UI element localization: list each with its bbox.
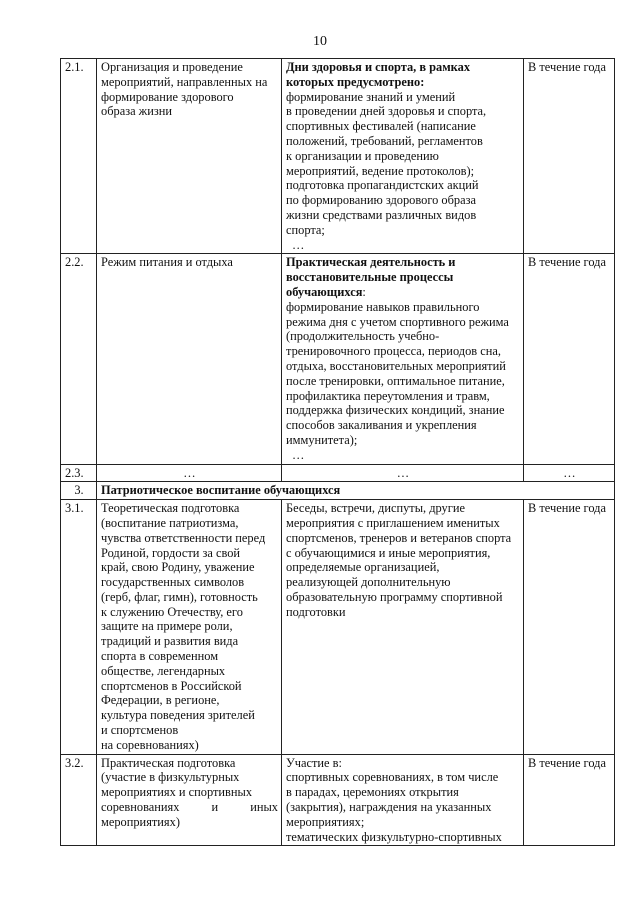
term-cell: В течение года: [524, 500, 615, 755]
content-heading: Дни здоровья и спорта, в рамках: [286, 60, 471, 74]
content-line: реализующей дополнительную: [286, 575, 451, 590]
term-cell: В течение года: [524, 59, 615, 254]
content-line: подготовки: [286, 604, 346, 619]
row-number: 2.1.: [61, 59, 97, 254]
content-line: после тренировки, оптимальное питание,: [286, 373, 505, 388]
content-heading: восстановительные процессы: [286, 270, 454, 285]
content-line: жизни средствами различных видов: [286, 207, 477, 222]
content-line: отдыха, восстановительных мероприятий: [286, 358, 506, 373]
title-line: культура поведения зрителей: [101, 708, 255, 723]
content-heading: обучающихся: [286, 284, 363, 299]
content-line: спортсменов, тренеров и ветеранов спорта: [286, 530, 512, 545]
title-line: обществе, легендарных: [101, 663, 226, 678]
content-line: спортивных соревнованиях, в том числе: [286, 770, 499, 785]
content-line: (продолжительность учебно-: [286, 329, 440, 344]
title-line: Практическая подготовка: [101, 755, 236, 770]
heading-colon: :: [362, 284, 366, 299]
activity-content: [282, 754, 524, 846]
term-cell: В течение года: [524, 754, 615, 846]
content-line: в парадах, церемониях открытия: [286, 785, 459, 800]
activity-title: [97, 500, 282, 755]
title-line: защите на примере роли,: [101, 619, 233, 634]
title-line: к служению Отечеству, его: [101, 604, 243, 619]
content-line: спортивных фестивалей (написание: [286, 119, 476, 134]
table-row-2-3: [61, 464, 615, 482]
title-line: Режим питания и отдыха: [101, 255, 233, 270]
title-line: традиций и развития вида: [101, 634, 239, 649]
content-line: режима дня с учетом спортивного режима: [286, 314, 509, 329]
content-line: Беседы, встречи, диспуты, другие: [286, 501, 465, 516]
content-line: с обучающимися и иные мероприятия,: [286, 545, 491, 560]
table-row-3-2: [61, 754, 615, 846]
title-line: формирование здорового: [101, 89, 234, 104]
activity-title: [97, 754, 282, 846]
content-line: образовательную программу спортивной: [286, 589, 503, 604]
title-line: государственных символов: [101, 575, 245, 590]
content-ellipsis: …: [292, 237, 305, 252]
content-line: положений, требований, регламентов: [286, 133, 483, 148]
activity-content: [282, 254, 524, 464]
activity-content: [282, 59, 524, 254]
ellipsis-cell: …: [97, 464, 282, 482]
title-line: соревнованиях и иных: [101, 800, 278, 815]
content-line: поддержка физических кондиций, знание: [286, 403, 505, 418]
content-heading-line: [286, 285, 520, 300]
ellipsis-cell: …: [524, 464, 615, 482]
title-line: мероприятиях): [101, 814, 180, 829]
content-line: в проведении дней здоровья и спорта,: [286, 104, 487, 119]
table-row-2-1: [61, 59, 615, 254]
section-row-3: [61, 482, 615, 500]
content-line: к организации и проведению: [286, 148, 439, 163]
title-line: мероприятиях и спортивных: [101, 785, 253, 800]
content-line: по формированию здорового образа: [286, 193, 476, 208]
content-line: иммунитета);: [286, 432, 358, 447]
content-line: мероприятий, ведение протоколов);: [286, 163, 475, 178]
content-heading: которых предусмотрено:: [286, 74, 425, 89]
row-number: 3.1.: [61, 500, 97, 755]
section-number: 3.: [61, 482, 97, 500]
content-line: тематических физкультурно-спортивных: [286, 829, 502, 844]
page-number: 10: [313, 34, 327, 49]
title-line: Родиной, гордости за свой: [101, 545, 241, 560]
content-line: профилактика переутомления и травм,: [286, 388, 490, 403]
title-line: спорта в современном: [101, 649, 219, 664]
content-line: способов закаливания и укрепления: [286, 418, 477, 433]
title-line: Организация и проведение: [101, 60, 243, 74]
activities-table: [60, 58, 615, 846]
content-line: формирование знаний и умений: [286, 89, 456, 104]
content-line: подготовка пропагандистских акций: [286, 178, 479, 193]
section-title: Патриотическое воспитание обучающихся: [97, 482, 615, 500]
title-line: (участие в физкультурных: [101, 770, 240, 785]
title-line: чувства ответственности перед: [101, 530, 266, 545]
title-line: мероприятий, направленных на: [101, 74, 268, 89]
title-line: (воспитание патриотизма,: [101, 515, 239, 530]
title-line: и спортсменов: [101, 723, 179, 738]
title-line: Федерации, в регионе,: [101, 693, 220, 708]
term-cell: В течение года: [524, 254, 615, 464]
title-line: на соревнованиях): [101, 737, 199, 752]
content-line: определяемые организацией,: [286, 560, 440, 575]
content-ellipsis: …: [292, 447, 305, 462]
title-line: край, свою Родину, уважение: [101, 560, 255, 575]
activity-title: [97, 254, 282, 464]
title-line: Теоретическая подготовка: [101, 501, 240, 516]
table-row-2-2: [61, 254, 615, 464]
content-line: спорта;: [286, 222, 325, 237]
title-line: (герб, флаг, гимн), готовность: [101, 589, 258, 604]
row-number: 2.2.: [61, 254, 97, 464]
table-row-3-1: [61, 500, 615, 755]
title-line: спортсменов в Российской: [101, 678, 242, 693]
ellipsis-cell: …: [282, 464, 524, 482]
activity-title: [97, 59, 282, 254]
content-line: Участие в:: [286, 755, 342, 770]
content-line: мероприятия с приглашением именитых: [286, 515, 500, 530]
content-line: мероприятиях;: [286, 814, 365, 829]
content-heading: Практическая деятельность и: [286, 255, 456, 270]
content-line: формирование навыков правильного: [286, 299, 480, 314]
title-line: образа жизни: [101, 104, 173, 119]
row-number: 2.3.: [61, 464, 97, 482]
row-number: 3.2.: [61, 754, 97, 846]
activity-content: [282, 500, 524, 755]
content-line: (закрытия), награждения на указанных: [286, 800, 492, 815]
content-line: тренировочного процесса, периодов сна,: [286, 344, 501, 359]
